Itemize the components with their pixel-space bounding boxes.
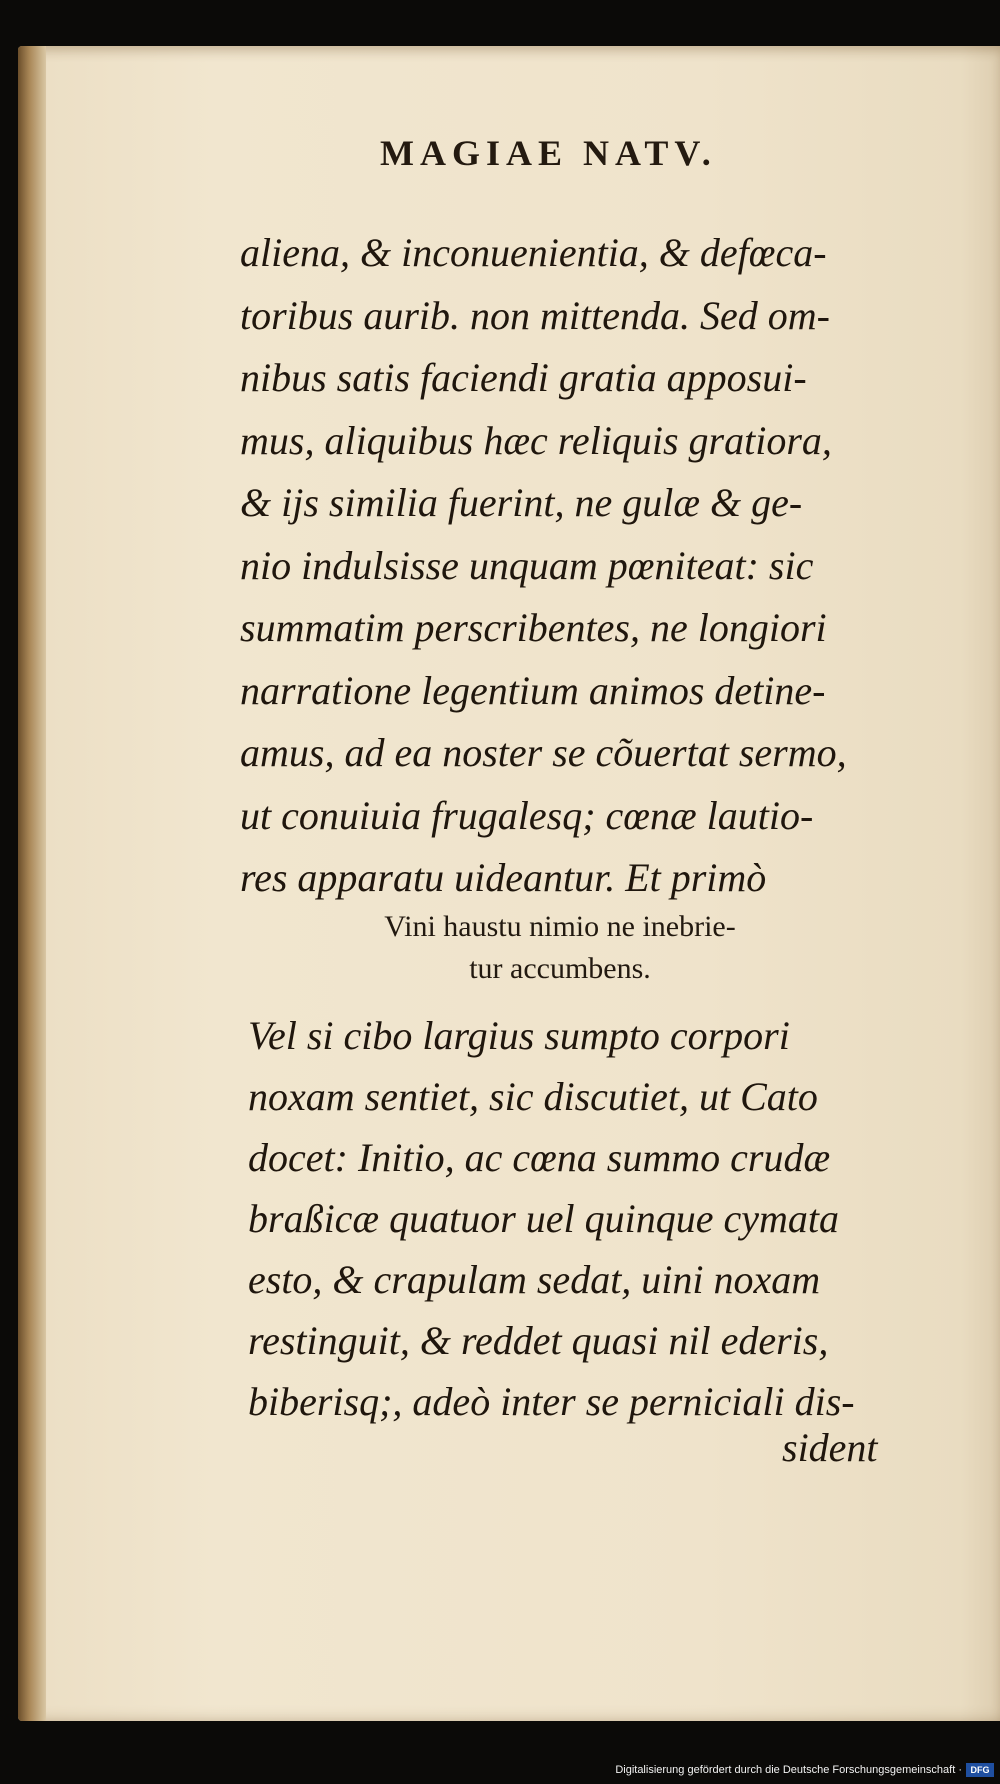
dfg-logo: DFG [966,1763,994,1777]
text-line: narratione legentium animos detine- [240,667,826,713]
text-line: nio indulsisse unquam pœniteat: sic [240,542,814,588]
text-line: ut conuiuia frugalesq; cœnæ lautio- [240,792,814,838]
text-line: noxam sentiet, sic discutiet, ut Cato [248,1074,818,1119]
text-line: Vel si cibo largius sumpto corpori [248,1013,790,1058]
paragraph-2 [248,1005,928,1432]
text-line: braßicæ quatuor uel quinque cymata [248,1196,840,1241]
text-line: restinguit, & reddet quasi nil ederis, [248,1318,829,1363]
text-line: esto, & crapulam sedat, uini noxam [248,1257,821,1302]
text-line: & ijs similia fuerint, ne gulæ & ge- [240,480,803,525]
heading-line: Vini haustu nimio ne inebrie- [384,910,736,943]
text-line: toribus aurib. non mittenda. Sed om- [240,292,830,338]
text-line: biberisq;, adeò inter se perniciali dis- [248,1379,855,1424]
text-line: docet: Initio, ac cœna summo crudæ [248,1135,831,1180]
paragraph-1 [240,222,920,910]
text-line: summatim perscribentes, ne longiori [240,605,827,650]
text-line: nibus satis faciendi gratia apposui- [240,355,807,400]
heading-line: tur accumbens. [469,952,651,985]
text-line: res apparatu uideantur. Et primò [240,855,767,900]
page-gutter [18,46,46,1721]
section-heading [240,906,880,990]
running-head: MAGIAE NATV. [380,133,717,173]
catchword: sident [782,1425,878,1470]
text-line: mus, aliquibus hæc reliquis gratiora, [240,417,832,463]
funding-credit: Digitalisierung gefördert durch die Deutsche Forschungsgemeinschaft · [615,1764,962,1776]
text-line: amus, ad ea noster se cõuertat sermo, [240,730,847,775]
text-line: aliena, & inconuenientia, & defœca- [240,230,827,275]
